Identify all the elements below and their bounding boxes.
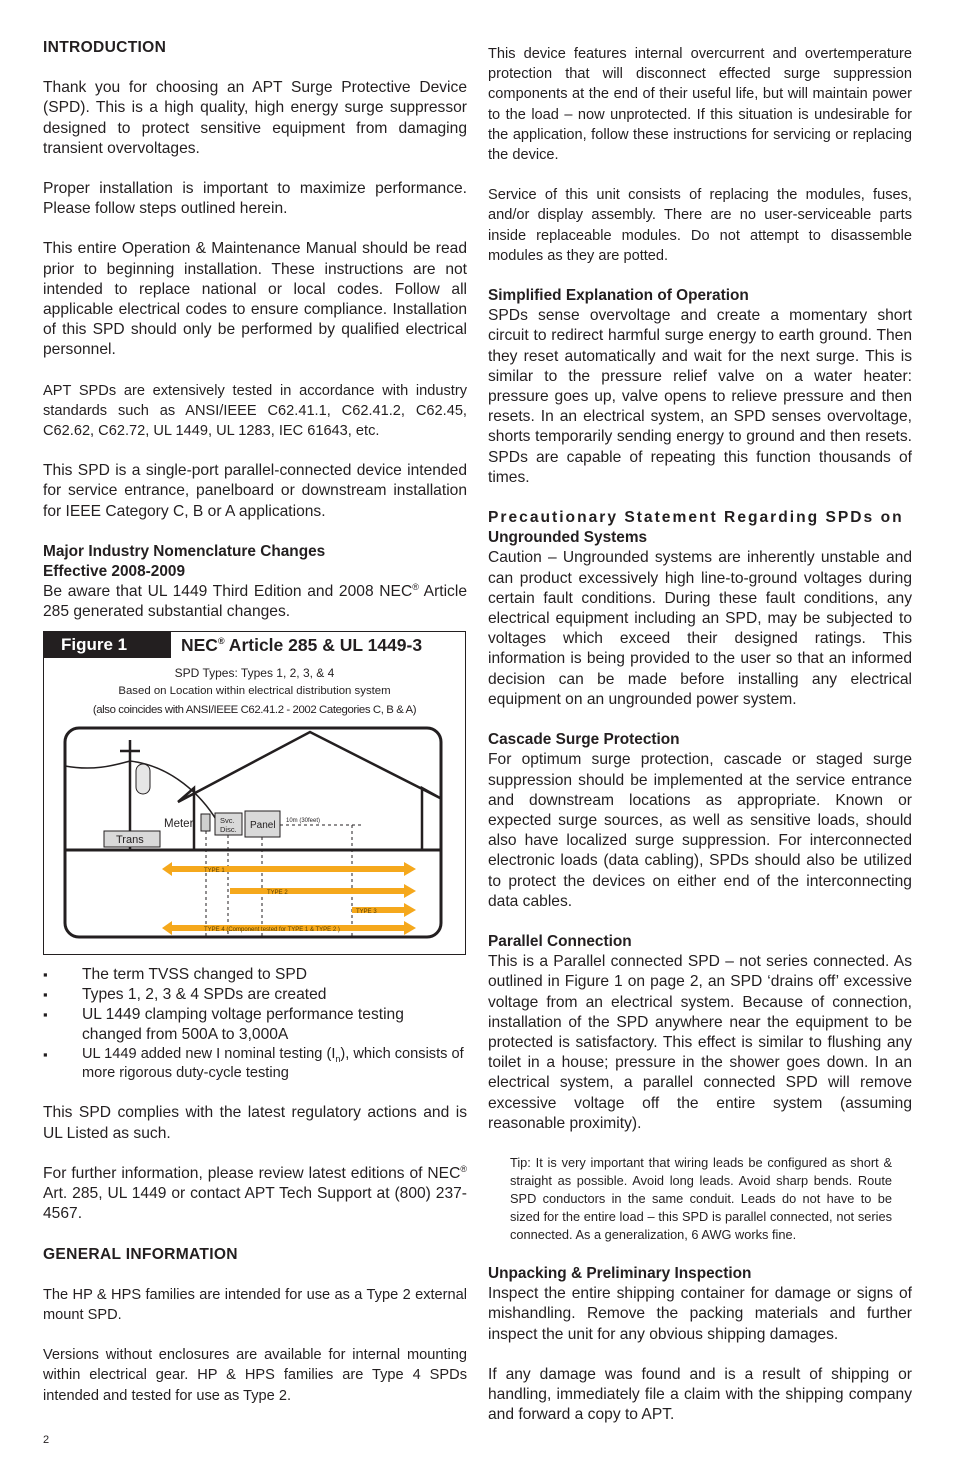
intro-paragraph-4: APT SPDs are extensively tested in accordance with industry standards such as ANSI/IEEE C62.41.1, C62.41.2, C62.45, C62.62, C62.72, UL 1449, UL 1283, IEC 61643, etc. — [43, 382, 467, 440]
figure-title: NEC® Article 285 & UL 1449-3 — [181, 634, 423, 655]
figure-1 — [43, 631, 466, 955]
tip-note: Tip: It is very important that wiring leads be configured as short & straight as possible. Avoid long leads. Avoid sharp bends. Route SPD conductors in the same conduit. Leads do not have to be sized for the entire load – this SPD is parallel connected, not series connected. As a generalization, 6 AWG works fine. — [510, 1154, 892, 1242]
intro-paragraph-2: Proper installation is important to maximize performance. Please follow steps outlined herein. — [43, 180, 467, 218]
general-paragraph-2: Versions without enclosures are available for internal mounting within electrical gear. HP & HPS families are Type 4 SPDs intended and tested for use as Type 2. — [43, 1347, 467, 1404]
figure-subtitle-1: SPD Types: Types 1, 2, 3, & 4 — [174, 665, 335, 680]
type-3-label: TYPE 3 — [356, 908, 377, 915]
intro-paragraph-3: This entire Operation & Maintenance Manual should be read prior to beginning installation. These instructions are not intended to replace national or local codes. Follow all applicable electrical codes to ensure compliance. Installation of this SPD should only be performed by qualified electrical personnel. — [43, 240, 467, 359]
meter-box — [201, 814, 210, 831]
left-column — [43, 38, 467, 1406]
list-item: ▪ UL 1449 clamping voltage performance testing changed from 500A to 3,000A — [43, 1005, 467, 1045]
nomenclature-text: Be aware that UL 1449 Third Edition and 2008 NEC® Article 285 generated substantial changes. — [43, 582, 467, 621]
introduction-heading: INTRODUCTION — [43, 39, 167, 56]
distance-label: 10m (30feet) — [286, 817, 321, 824]
list-item: ▪ Types 1, 2, 3 & 4 SPDs are created — [43, 985, 467, 1005]
type-2-label: TYPE 2 — [267, 889, 288, 896]
ungrounded-heading-1: Precautionary Statement Regarding SPDs on — [488, 509, 904, 527]
unpacking-paragraph-2: If any damage was found and is a result of shipping or handling, immediately file a claim with the shipping company and forward a copy to APT. — [488, 1365, 912, 1424]
parallel-heading: Parallel Connection — [488, 932, 632, 950]
intro-paragraph-1: Thank you for choosing an APT Surge Protective Device (SPD). This is a high quality, high energy surge suppressor designed to protect sensitive equipment from damaging transient overvoltages. — [43, 79, 467, 157]
changes-list — [43, 965, 467, 1084]
figure-subtitle-2: Based on Location within electrical distribution system — [118, 684, 391, 697]
cascade-heading: Cascade Surge Protection — [488, 731, 680, 749]
general-paragraph-1: The HP & HPS families are intended for use as a Type 2 external mount SPD. — [43, 1286, 467, 1323]
general-information-heading: GENERAL INFORMATION — [43, 1245, 238, 1263]
overhead-wire-left — [65, 761, 130, 768]
ungrounded-heading-2: Ungrounded Systems — [488, 529, 648, 547]
protection-paragraph: This device features internal overcurrent and overtemperature protection that will disconnect effected surge suppression components at the end of their useful life, but will maintain power to the load – now unprotected. If this situation is undesirable for the application, follow these instructions for servicing or replacing the device. — [488, 46, 912, 164]
type-1-label: TYPE 1 — [204, 867, 225, 874]
figure-tab: Figure 1 — [44, 632, 171, 658]
list-item: ▪ The term TVSS changed to SPD — [43, 965, 467, 985]
surge-location-diagram — [62, 726, 444, 939]
operation-heading: Simplified Explanation of Operation — [488, 287, 749, 305]
nomenclature-heading-2: Effective 2008-2009 — [43, 563, 186, 581]
type-2-arrow — [230, 884, 416, 898]
svc-label-2: Disc. — [220, 824, 237, 834]
type-4-label: TYPE 4 (Component tested for TYPE 1 & TYPE 2 ) — [204, 926, 340, 933]
service-paragraph: Service of this unit consists of replacing the modules, fuses, and/or display assembly. There are no user-serviceable parts inside replaceable modules. Do not attempt to disassemble modules as they are potted. — [488, 187, 912, 264]
nomenclature-heading-1: Major Industry Nomenclature Changes — [43, 542, 326, 560]
further-info-paragraph: For further information, please review latest editions of NEC® Art. 285, UL 1449 or contact APT Tech Support at (800) 237-4567. — [43, 1163, 467, 1223]
operation-paragraph: SPDs sense overvoltage and create a momentary short circuit to redirect harmful surge energy to earth ground. Then they reset automatically and wait for the next surge. This is similar to the pressure relief valve on a water heater: pressure goes up, valve opens to relieve pressure and then resets. In an electrical system, an SPD senses overvoltage, shorts temporarily sending energy to ground and then resets. SPDs are capable of repeating this function thousands of times. — [488, 307, 912, 486]
trans-label: Trans — [116, 833, 144, 846]
cascade-paragraph: For optimum surge protection, cascade or staged surge suppression should be implemented at the service entrance and downstream locations as appropriate. Known or expected surge sources, as well as sensitive loads, should also have localized surge suppression. For interconnected electronic loads (data cabling), SPDs should also be utilized to protect the devices on either end of the interconnecting data cables. — [488, 751, 912, 910]
transformer — [136, 764, 150, 794]
svc-label-1: Svc. — [220, 815, 235, 825]
panel-label: Panel — [250, 819, 276, 831]
figure-subtitle-3: (also coincides with ANSI/IEEE C62.41.2 - 2002 Categories C, B & A) — [92, 703, 417, 716]
type-1-arrow — [162, 862, 416, 876]
unpacking-heading: Unpacking & Preliminary Inspection — [488, 1264, 752, 1282]
list-item: ▪ UL 1449 added new I nominal testing $(I_n)$, which consists of more rigorous duty-cycle testing — [43, 1045, 467, 1083]
right-column — [488, 44, 912, 1425]
comply-paragraph: This SPD complies with the latest regulatory actions and is UL Listed as such. — [43, 1104, 467, 1142]
page-number: 2 — [43, 1434, 50, 1446]
ungrounded-paragraph: Caution – Ungrounded systems are inherently unstable and can product excessively high line-to-ground voltages during certain fault conditions. During these fault conditions, any electrical equipment including an SPD, may be subjected to voltages which exceed their designed ratings. This information is being provided to the user so that an informed decision can be made before installing any electrical equipment on an ungrounded power system. — [488, 549, 912, 708]
parallel-paragraph: This is a Parallel connected SPD – not series connected. As outlined in Figure 1 on page 2, an SPD ‘drains off’ excessive voltage from an electrical system. Because of connection, installation of the SPD anywhere near the equipment to be protected is satisfactory. This effect is similar to flushing any toilet in a house; pressure in the shower goes down. In an electrical system, a parallel connected SPD will remove excessive voltage off the entire system (assuming reasonable proximity). — [488, 953, 912, 1132]
meter-label: Meter — [164, 817, 194, 830]
intro-paragraph-5: This SPD is a single-port parallel-connected device intended for service entrance, panelboard or downstream installation for IEEE Category C, B or A applications. — [43, 462, 467, 520]
unpacking-paragraph-1: Inspect the entire shipping container for damage or signs of mishandling. Remove the packing materials and further inspect the unit for any obvious shipping damages. — [488, 1285, 912, 1343]
